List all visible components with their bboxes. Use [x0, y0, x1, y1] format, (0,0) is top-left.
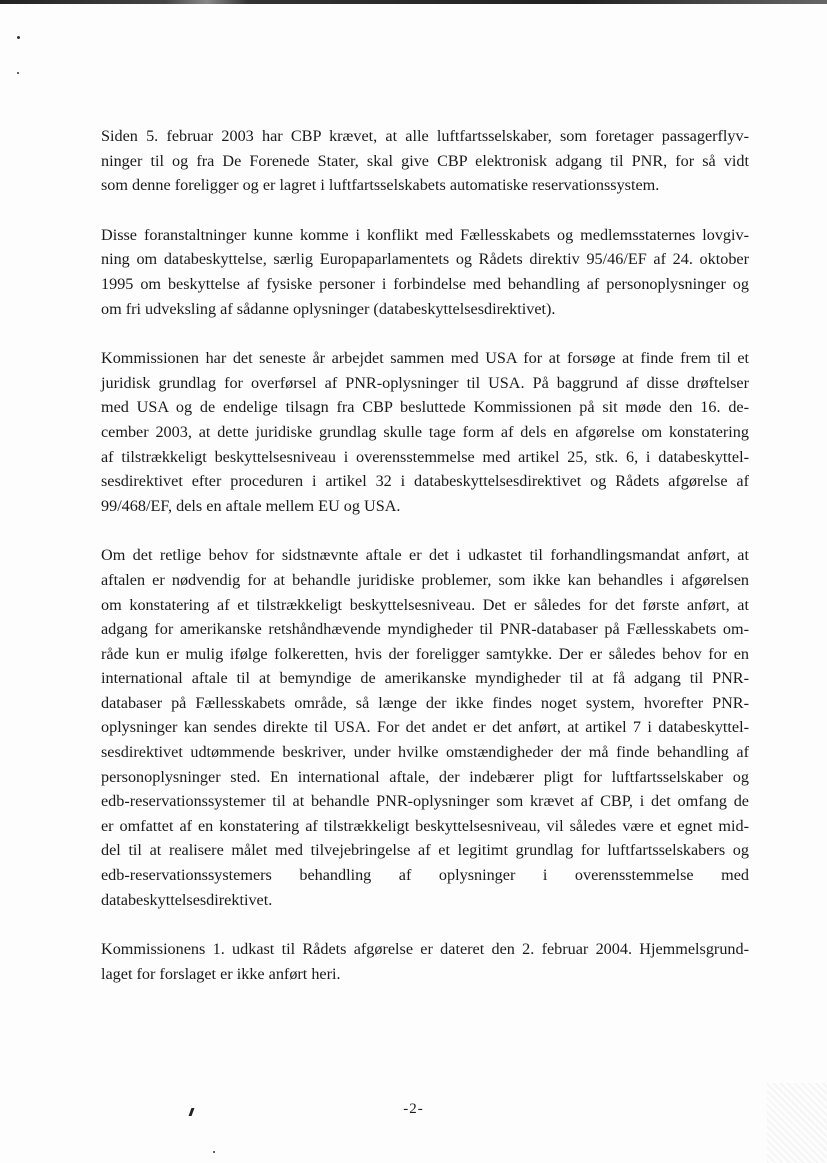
- text-line: sesdirektivet udtømmende beskriver, under hvilke omstændigheder der må finde behandling af: [101, 743, 749, 762]
- text-line: sesdirektivet efter proceduren i artikel 32 i databeskyttelsesdirektivet og Rådets afgørelse af: [101, 472, 749, 491]
- paragraph: [101, 223, 749, 321]
- text-line: ninger til og fra De Forenede Stater, skal give CBP elektronisk adgang til PNR, for så vidt: [101, 151, 749, 170]
- text-line: ning om databeskyttelse, særlig Europaparlamentets og Rådets direktiv 95/46/EF af 24. oktober: [101, 250, 749, 269]
- text-line: databeskyttelsesdirektivet.: [101, 890, 273, 909]
- scan-top-border: [0, 0, 827, 4]
- text-line: Disse foranstaltninger kunne komme i konflikt med Fællesskabets og medlemsstaternes lovgiv-: [101, 225, 749, 244]
- text-line: del til at realisere målet med tilvejebringelse af et legitimt grundlag for luftfartsselskabers og: [101, 841, 749, 860]
- text-line: edb-reservationssystemers behandling af oplysninger i overensstemmelse med: [101, 866, 749, 885]
- page-number: -2-: [403, 1101, 424, 1117]
- text-line: juridisk grundlag for overførsel af PNR-oplysninger til USA. På baggrund af disse drøftelser: [101, 373, 749, 392]
- text-line: som denne foreligger og er lagret i luftfartsselskabets automatiske reservationssystem.: [101, 176, 660, 195]
- text-line: Om det retlige behov for sidstnævnte aftale er det i udkastet til forhandlingsmandat anført, at: [101, 546, 749, 565]
- paragraph: [101, 543, 749, 912]
- text-line: edb-reservationssystemer til at behandle PNR-oplysninger som krævet af CBP, i det omfang de: [101, 792, 749, 811]
- text-line: international aftale til at bemyndige de amerikanske myndigheder til at få adgang til PNR-: [101, 669, 749, 688]
- text-line: databaser på Fællesskabets område, så længe der ikke findes noget system, hvorefter PNR-: [101, 693, 749, 712]
- text-line: om fri udveksling af sådanne oplysninger (databeskyttelsesdirektivet).: [101, 299, 556, 318]
- text-line: 1995 om beskyttelse af fysiske personer i forbindelse med behandling af personoplysninger og: [101, 274, 749, 293]
- text-line: personoplysninger sted. En international aftale, der indebærer pligt for luftfartsselskaber og: [101, 767, 749, 786]
- text-line: laget for forslaget er ikke anført heri.: [101, 964, 341, 983]
- text-line: Kommissionen har det seneste år arbejdet sammen med USA for at forsøge at finde frem til et: [101, 349, 749, 368]
- paragraph: [101, 346, 749, 518]
- text-line: 99/468/EF, dels en aftale mellem EU og USA.: [101, 496, 401, 515]
- scan-speck: [17, 72, 19, 74]
- scan-speck: [213, 1151, 215, 1153]
- text-line: råde kun er mulig ifølge folkeretten, hvis der foreligger samtykke. Der er således behov for en: [101, 644, 749, 663]
- text-line: cember 2003, at dette juridiske grundlag skulle tage form af dels en afgørelse om konstatering: [101, 422, 749, 441]
- text-line: er omfattet af en konstatering af tilstrækkeligt beskyttelsesniveau, vil således være et egnet mid-: [101, 816, 749, 835]
- scan-speck: [17, 36, 20, 39]
- text-line: Siden 5. februar 2003 har CBP krævet, at alle luftfartsselskaber, som foretager passagerflyv-: [101, 127, 749, 145]
- text-line: oplysninger kan sendes direkte til USA. For det andet er det anført, at artikel 7 i databeskyttel-: [101, 718, 749, 737]
- text-line: af tilstrækkeligt beskyttelsesniveau i overensstemmelse med artikel 25, stk. 6, i databeskyttel-: [101, 447, 749, 466]
- text-line: med USA og de endelige tilsagn fra CBP besluttede Kommissionen på sit møde den 16. de-: [101, 398, 749, 417]
- text-line: aftalen er nødvendig for at behandle juridiske problemer, som ikke kan behandles i afgørelsen: [101, 570, 749, 589]
- text-line: om konstatering af et tilstrækkeligt beskyttelsesniveau. Det er således for det første anført, at: [101, 595, 749, 614]
- text-line: adgang for amerikanske retshåndhævende myndigheder til PNR-databaser på Fællesskabets om-: [101, 620, 749, 639]
- paragraph: [101, 937, 749, 986]
- scan-noise: [767, 1083, 827, 1163]
- text-line: Kommissionens 1. udkast til Rådets afgørelse er dateret den 2. februar 2004. Hjemmelsgrund-: [101, 940, 749, 959]
- paragraph: [101, 124, 749, 198]
- body-text: [101, 124, 749, 1011]
